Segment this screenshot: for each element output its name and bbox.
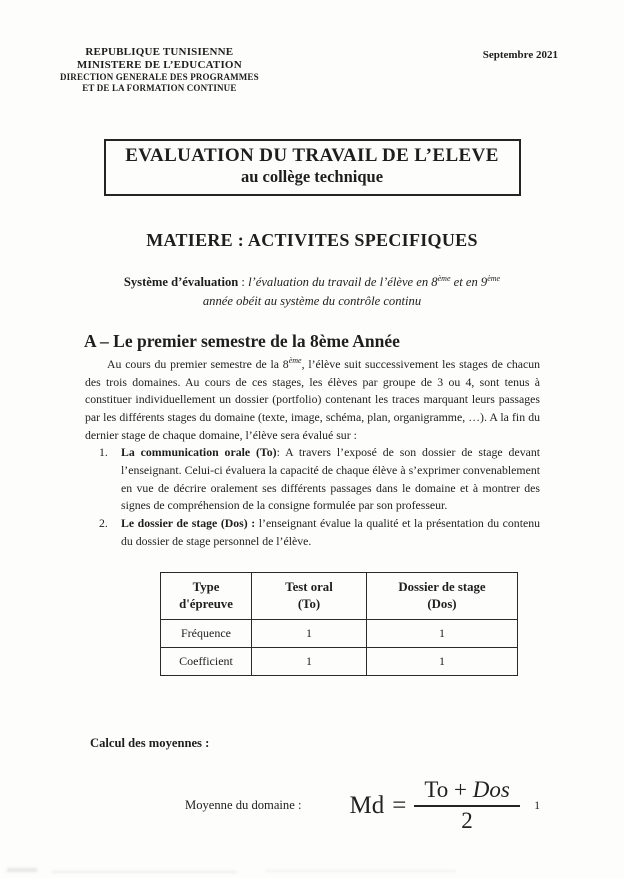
table-header-row [161, 573, 518, 620]
header-line: (To) [297, 597, 321, 612]
superscript-9eme: ème [487, 273, 501, 283]
formula-row [185, 777, 624, 834]
list-item-number: 1. [99, 445, 108, 460]
table-header-dossier [367, 573, 518, 620]
formula-numerator [414, 777, 519, 807]
document-title: EVALUATION DU TRAVAIL DE L’ELEVE [125, 144, 499, 166]
scan-artifact [266, 870, 456, 872]
document-header [0, 0, 624, 94]
numerator-upright: To + [424, 777, 473, 803]
cell-to: 1 [252, 620, 367, 648]
formula-denominator: 2 [461, 808, 473, 834]
list-item-lead: Le dossier de stage (Dos) : [121, 516, 256, 531]
row-label: Coefficient [161, 648, 252, 676]
domain-average-formula [349, 777, 519, 834]
list-item [99, 515, 540, 550]
paragraph-text-start: Au cours du premier semestre de la 8 [107, 356, 289, 371]
section-a-paragraph [85, 355, 540, 444]
eval-system-colon: : [238, 275, 249, 290]
subject-heading: MATIERE : ACTIVITES SPECIFIQUES [146, 229, 478, 250]
list-item-body: l’enseignant évalue la qualité et la présentation du contenu du dossier de stage personnel de l’élève. [121, 516, 541, 548]
list-item-number: 2. [99, 516, 108, 531]
list-item-lead: La communication orale (To) [121, 445, 277, 460]
formula-equals: = [392, 791, 407, 819]
formation-line: ET DE LA FORMATION CONTINUE [82, 83, 237, 94]
list-item-body: : A travers l’exposé de son dossier de stage devant l’enseignant. Celui-ci évaluera la capacité de chaque élève à s’exprimer convenablement en vue de décrire oralement ses différents passages dans le domaine et à montrer des signes de compréhension de la consigne formulée par son professeur. [121, 445, 540, 513]
section-a-heading: A – Le premier semestre de la 8ème Année [84, 330, 400, 351]
scan-artifact [52, 871, 237, 873]
cell-to: 1 [252, 648, 367, 676]
header-line: (Dos) [427, 597, 457, 612]
cell-dos: 1 [367, 648, 518, 676]
document-date: Septembre 2021 [482, 49, 558, 61]
ministry-block [60, 46, 259, 94]
eval-system-text: l’évaluation du travail de l’élève en 8 [248, 275, 438, 290]
formula-lhs: Md [349, 791, 385, 819]
superscript-8eme-body: ème [288, 355, 302, 365]
list-item-text [121, 515, 540, 550]
eval-system-label: Système d’évaluation [123, 275, 239, 290]
evaluation-table [160, 572, 518, 676]
cell-dos: 1 [367, 620, 518, 648]
domain-average-label: Moyenne du domaine : [185, 798, 302, 813]
paragraph-text-end: , l’élève suit successivement les stages de chacun des trois domaines. Au cours de ces stages, les élèves par groupe de 3 ou 4, sont tenus à constituer individuellement un dossier (portfolio) contenant les traces marquant leurs passages par les différents stages du domaine (texte, image, schéma, plan, organigramme, …). A la fin du dernier stage de chaque domaine, l’élève sera évalué sur : [85, 356, 540, 442]
header-line: Dossier de stage [398, 580, 486, 595]
numerator-italic: Dos [472, 777, 510, 803]
row-label: Fréquence [161, 620, 252, 648]
ministry-line: MINISTERE DE L’EDUCATION [76, 59, 242, 72]
eval-system-line2: année obéit au système du contrôle continu [202, 294, 422, 309]
eval-system-note [0, 273, 624, 311]
eval-system-text-mid: et en 9 [450, 275, 488, 290]
formula-fraction [414, 777, 519, 834]
numbered-list [99, 444, 540, 550]
page-number: 1 [534, 800, 540, 812]
list-item-text [121, 444, 540, 515]
scan-artifact [7, 868, 37, 872]
header-line: Type [192, 580, 220, 595]
list-item [99, 444, 540, 515]
title-box [104, 139, 521, 196]
direction-line: DIRECTION GENERALE DES PROGRAMMES [60, 72, 259, 83]
averages-heading: Calcul des moyennes : [90, 736, 210, 751]
republic-line: REPUBLIQUE TUNISIENNE [85, 46, 234, 58]
superscript-8eme: ème [437, 273, 451, 283]
document-subtitle: au collège technique [240, 166, 384, 186]
table-header-test-oral [252, 573, 367, 620]
header-line: Test oral [285, 580, 333, 595]
table-header-type [161, 573, 252, 620]
header-line: d'épreuve [179, 597, 233, 612]
table-row-coefficient [161, 648, 518, 676]
table-row-frequence [161, 620, 518, 648]
